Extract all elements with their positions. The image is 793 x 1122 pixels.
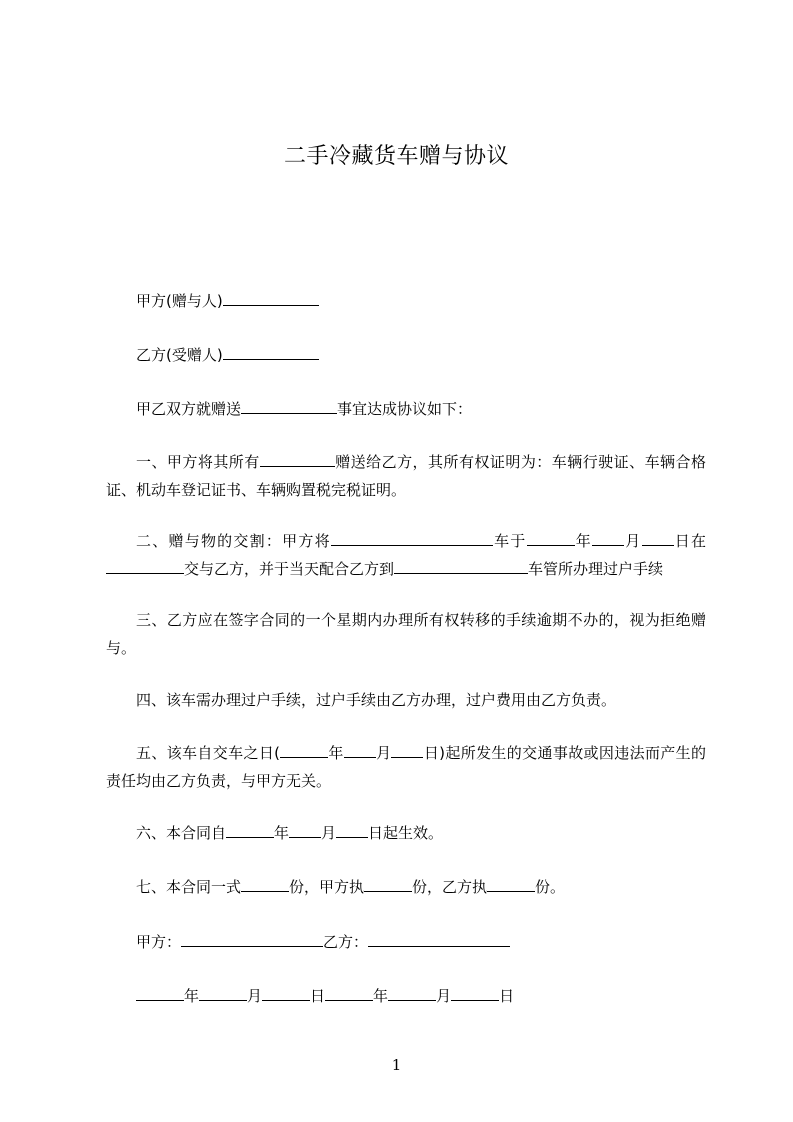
date-a-month-blank[interactable]: [199, 983, 247, 1001]
clause-7-copies-blank[interactable]: [241, 874, 289, 892]
clause-2-day: 日在: [673, 532, 706, 550]
date-a-day: 日: [310, 987, 326, 1005]
party-a-label: 甲方(赠与人): [136, 292, 223, 310]
clause-7-text-c: 份，乙方执: [412, 878, 488, 896]
clause-5-year: 年: [328, 744, 344, 762]
party-a-line: [136, 287, 736, 315]
clause-4: 四、该车需办理过户手续，过户手续由乙方办理，过户费用由乙方负责。: [136, 691, 617, 709]
party-b-label: 乙方(受赠人): [136, 346, 223, 364]
clause-2-office-blank[interactable]: [394, 556, 528, 574]
gift-item-blank[interactable]: [241, 396, 337, 414]
clause-2-place-blank[interactable]: [106, 556, 184, 574]
clause-2-month-blank[interactable]: [592, 528, 624, 546]
date-b-year-blank[interactable]: [325, 983, 373, 1001]
signature-date-line: [136, 982, 736, 1010]
date-b-year: 年: [373, 987, 389, 1005]
clause-3: 三、乙方应在签字合同的一个星期内办理所有权转移的手续逾期不办的，视为拒绝赠与。: [106, 611, 706, 657]
clause-6-day-blank[interactable]: [336, 820, 368, 838]
clause-7-party-b-copies-blank[interactable]: [487, 874, 535, 892]
clause-1-blank[interactable]: [260, 449, 335, 467]
date-b-day-blank[interactable]: [451, 983, 499, 1001]
signature-party-a-label: 甲方：: [136, 933, 182, 951]
date-a-year-blank[interactable]: [136, 983, 184, 1001]
clause-6-year: 年: [274, 824, 290, 842]
clause-6-text-a: 六、本合同自: [136, 824, 227, 842]
date-a-month: 月: [247, 987, 263, 1005]
date-b-month: 月: [436, 987, 452, 1005]
signature-line: [136, 928, 736, 956]
date-b-day: 日: [499, 987, 515, 1005]
clause-7-text-a: 七、本合同一式: [136, 878, 242, 896]
date-a-day-blank[interactable]: [262, 983, 310, 1001]
clause-5: [106, 739, 706, 795]
clause-5-month: 月: [375, 744, 392, 762]
clause-6-month-blank[interactable]: [289, 820, 321, 838]
clause-6-month: 月: [321, 824, 337, 842]
clause-2-day-blank[interactable]: [642, 528, 674, 546]
intro-text-b: 事宜达成协议如下：: [337, 400, 473, 418]
party-a-blank[interactable]: [223, 288, 319, 306]
clause-5-text-a: 五、该车自交车之日(: [136, 744, 281, 762]
party-b-line: [136, 341, 736, 369]
clause-2: [106, 527, 706, 583]
clause-6: [136, 819, 736, 847]
clause-5-year-blank[interactable]: [280, 740, 328, 758]
clause-1: [106, 448, 706, 504]
clause-2-text-b: 车于: [492, 532, 527, 550]
clause-6-year-blank[interactable]: [226, 820, 274, 838]
party-b-blank[interactable]: [223, 342, 319, 360]
clause-1-text-a: 一、甲方将其所有: [136, 453, 260, 471]
date-a-year: 年: [184, 987, 200, 1005]
clause-7-text-d: 份。: [535, 878, 566, 896]
clause-5-day-blank[interactable]: [391, 740, 423, 758]
clause-2-month: 月: [624, 532, 642, 550]
page-number: 1: [391, 1056, 402, 1074]
signature-party-b-blank[interactable]: [368, 929, 510, 947]
clause-7-text-b: 份，甲方执: [289, 878, 365, 896]
clause-2-text-c: 交与乙方，并于当天配合乙方到: [184, 560, 395, 578]
clause-2-year: 年: [574, 532, 593, 550]
clause-2-year-blank[interactable]: [527, 528, 575, 546]
clause-1-text-b: 赠送给乙方，其所有权证明为：车辆行驶证、车辆合格证、机动车登记证书、车辆购置税完税证明。: [106, 453, 706, 499]
signature-party-a-blank[interactable]: [181, 929, 323, 947]
clause-5-month-blank[interactable]: [344, 740, 376, 758]
clause-2-text-a: 二、赠与物的交割：甲方将: [136, 532, 331, 550]
intro-text-a: 甲乙双方就赠送: [136, 400, 242, 418]
document-title: 二手冷藏货车赠与协议: [283, 144, 509, 169]
clause-7: [136, 873, 736, 901]
intro-line: [136, 395, 736, 423]
signature-party-b-label: 乙方：: [323, 933, 369, 951]
clause-7-party-a-copies-blank[interactable]: [364, 874, 412, 892]
clause-2-text-d: 车管所办理过户手续: [528, 560, 664, 578]
clause-6-text-b: 日起生效。: [368, 824, 444, 842]
clause-2-vehicle-blank[interactable]: [331, 528, 493, 546]
date-b-month-blank[interactable]: [388, 983, 436, 1001]
clause-5-text-b: 日)起所发生的交通事故或因违法而产生的责任均由乙方负责，与甲方无关。: [106, 744, 707, 790]
